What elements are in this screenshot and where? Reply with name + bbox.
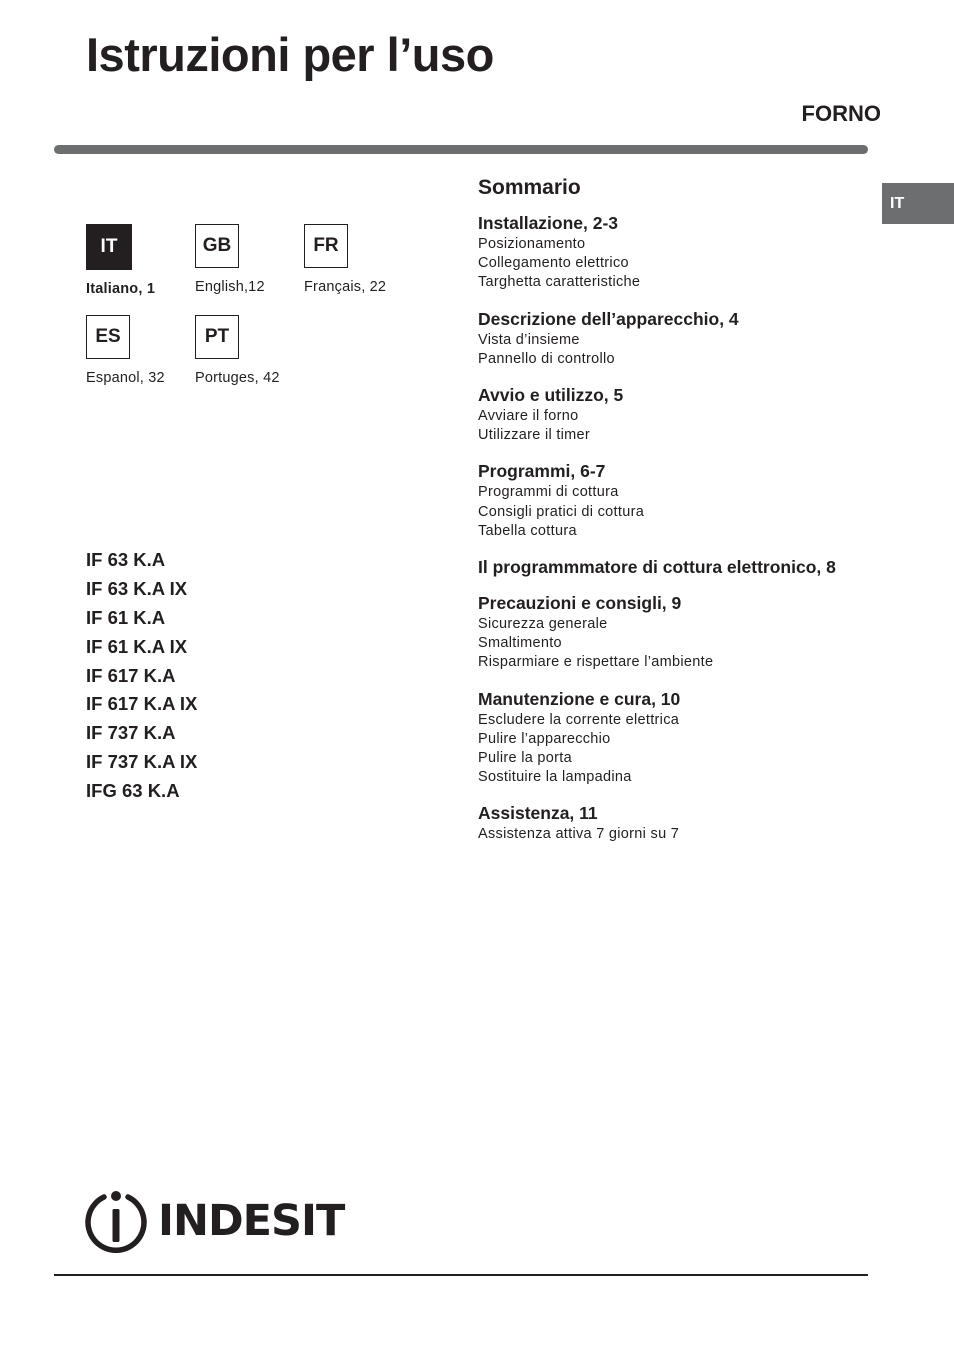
model-name: IF 737 K.A	[86, 722, 176, 744]
language-code-box[interactable]: ES	[86, 315, 130, 359]
toc-item: Pulire la porta	[478, 750, 572, 767]
toc-section-descrizione	[478, 310, 878, 369]
language-side-tab[interactable]: IT	[882, 183, 954, 224]
page-title: Istruzioni per l’uso	[86, 28, 494, 81]
language-caption: Français, 22	[304, 279, 387, 295]
language-option-it[interactable]	[86, 224, 196, 297]
toc-item: Tabella cottura	[478, 522, 577, 539]
language-caption: English,12	[195, 279, 265, 295]
language-code-box[interactable]: FR	[304, 224, 348, 268]
product-label: FORNO	[801, 101, 881, 126]
language-option-fr[interactable]	[304, 224, 414, 295]
toc-heading[interactable]: Assistenza, 11	[478, 803, 598, 824]
footer-divider	[54, 1274, 868, 1276]
toc-heading[interactable]: Il programmmatore di cottura elettronico, 8	[478, 557, 836, 578]
toc-heading[interactable]: Precauzioni e consigli, 9	[478, 593, 682, 614]
toc-item: Assistenza attiva 7 giorni su 7	[478, 826, 680, 843]
toc-section-assistenza	[478, 804, 878, 844]
model-name: IF 63 K.A IX	[86, 577, 188, 599]
language-caption: Portuges, 42	[195, 370, 280, 386]
toc-item: Escludere la corrente elettrica	[478, 711, 680, 728]
model-name: IFG 63 K.A	[86, 780, 180, 802]
toc-heading[interactable]: Programmi, 6-7	[478, 461, 606, 482]
model-name: IF 617 K.A	[86, 664, 176, 686]
brand-wordmark: INDESIT	[158, 1196, 345, 1246]
toc-item: Targhetta caratteristiche	[478, 274, 641, 291]
toc-item: Risparmiare e rispettare l’ambiente	[478, 654, 714, 671]
toc-section-programmi	[478, 462, 878, 541]
toc-heading[interactable]: Descrizione dell’apparecchio, 4	[478, 308, 739, 329]
header-divider	[54, 145, 868, 154]
toc-section-installazione	[478, 214, 878, 293]
model-name: IF 61 K.A IX	[86, 635, 188, 657]
model-name: IF 63 K.A	[86, 549, 166, 570]
toc-item: Sostituire la lampadina	[478, 769, 632, 786]
model-name: IF 61 K.A	[86, 606, 166, 628]
model-name: IF 617 K.A IX	[86, 693, 198, 715]
toc-item: Pulire l’apparecchio	[478, 730, 611, 747]
model-name: IF 737 K.A IX	[86, 751, 198, 773]
toc-item: Smaltimento	[478, 635, 562, 652]
toc-item: Consigli pratici di cottura	[478, 503, 645, 520]
toc-item: Vista d’insieme	[478, 331, 580, 348]
language-caption: Espanol, 32	[86, 370, 165, 386]
toc-section-precauzioni	[478, 594, 878, 673]
toc-item: Programmi di cottura	[478, 484, 619, 501]
toc-item: Sicurezza generale	[478, 616, 608, 633]
toc-section-manutenzione	[478, 690, 878, 788]
language-code-box[interactable]: IT	[86, 224, 132, 270]
toc-heading[interactable]: Avvio e utilizzo, 5	[478, 385, 624, 406]
language-option-gb[interactable]	[195, 224, 305, 295]
table-of-contents	[478, 172, 878, 862]
toc-item: Collegamento elettrico	[478, 255, 629, 272]
toc-heading[interactable]: Installazione, 2-3	[478, 213, 619, 233]
toc-item: Utilizzare il timer	[478, 427, 591, 444]
language-code-box[interactable]: GB	[195, 224, 239, 268]
model-list	[86, 546, 197, 806]
toc-item: Posizionamento	[478, 236, 586, 252]
toc-section-avvio	[478, 386, 878, 445]
toc-heading[interactable]: Manutenzione e cura, 10	[478, 688, 681, 709]
language-option-pt[interactable]	[195, 315, 305, 386]
toc-section-programmatore	[478, 558, 878, 577]
toc-title: Sommario	[478, 176, 581, 199]
toc-item: Pannello di controllo	[478, 350, 615, 367]
language-caption: Italiano, 1	[86, 281, 156, 297]
toc-item: Avviare il forno	[478, 408, 579, 425]
language-code-box[interactable]: PT	[195, 315, 239, 359]
language-option-es[interactable]	[86, 315, 196, 386]
